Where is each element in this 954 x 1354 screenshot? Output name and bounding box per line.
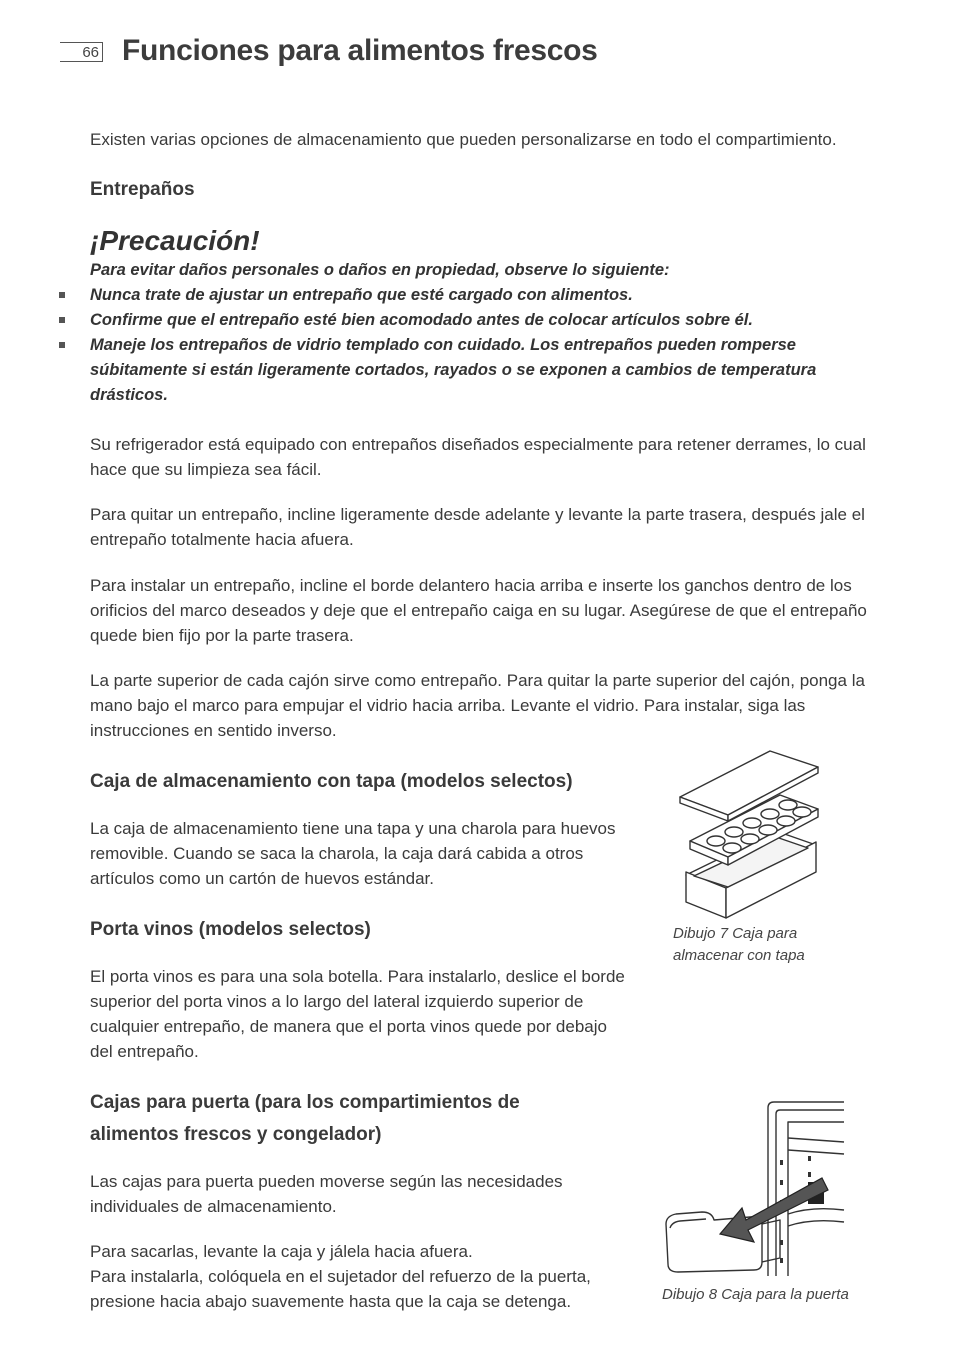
wine-rack-text: El porta vinos es para una sola botella. Para instalarlo, deslice el borde superior del porta vinos a lo largo del lateral izquierdo superior de cualquier entrepaño, de manera que el porta vinos quede por debajo del entrepaño. xyxy=(90,967,625,1061)
shelves-paragraph: Para quitar un entrepaño, incline ligeramente desde adelante y levante la parte trasera, después jale el entrepaño totalmente hacia afuera. xyxy=(90,505,865,549)
door-bins-text: Para sacarlas, levante la caja y jálela hacia afuera. xyxy=(90,1242,473,1261)
caution-lead: Para evitar daños personales o daños en propiedad, observe lo siguiente: xyxy=(90,261,670,279)
shelves-paragraph: La parte superior de cada cajón sirve como entrepaño. Para quitar la parte superior del cajón, ponga la mano bajo el marco para empujar el vidrio hacia arriba. Levante el vidrio. Para instalar, siga las instrucciones en sentido inverso. xyxy=(90,671,865,740)
storage-bin-text: La caja de almacenamiento tiene una tapa y una charola para huevos removible. Cuando se saca la charola, la caja dará cabida a otros artículos como un cartón de huevos estándar. xyxy=(90,819,616,888)
page-number: 66 xyxy=(60,42,103,62)
page-title: Funciones para alimentos frescos xyxy=(122,34,598,67)
caution-title: ¡Precaución! xyxy=(90,225,260,256)
caution-item: Nunca trate de ajustar un entrepaño que esté cargado con alimentos. xyxy=(90,286,633,304)
shelves-paragraph: Para instalar un entrepaño, incline el borde delantero hacia arriba e inserte los ganchos dentro de los orificios del marco deseados y deje que el entrepaño caiga en su lugar. Asegúrese de que el entrepaño quede bien fijo por la parte trasera. xyxy=(90,576,867,645)
bullet-icon xyxy=(59,317,65,323)
wine-rack-heading: Porta vinos (modelos selectos) xyxy=(90,919,371,940)
caution-item: Confirme que el entrepaño esté bien acomodado antes de colocar artículos sobre él. xyxy=(90,311,753,329)
shelves-heading: Entrepaños xyxy=(90,179,195,200)
door-bins-text: Para instalarla, colóquela en el sujetador del refuerzo de la puerta, presione hacia abajo suavemente hasta que la caja se detenga. xyxy=(90,1267,591,1311)
storage-box-illustration xyxy=(672,745,824,920)
shelves-paragraph: Su refrigerador está equipado con entrepaños diseñados especialmente para retener derrames, lo cual hace que su limpieza sea fácil. xyxy=(90,435,866,479)
caution-item: Maneje los entrepaños de vidrio templado con cuidado. Los entrepaños pueden romperse súbitamente si están ligeramente cortados, rayados o se exponen a cambios de temperatura drásticos. xyxy=(90,336,817,404)
door-bin-illustration xyxy=(662,1098,848,1278)
bullet-icon xyxy=(59,342,65,348)
door-bins-text: Las cajas para puerta pueden moverse según las necesidades individuales de almacenamiento. xyxy=(90,1172,563,1216)
figure-7-caption: Dibujo 7 Caja para almacenar con tapa xyxy=(673,925,805,964)
storage-bin-heading: Caja de almacenamiento con tapa (modelos selectos) xyxy=(90,771,573,792)
bullet-icon xyxy=(59,292,65,298)
figure-8-caption: Dibujo 8 Caja para la puerta xyxy=(662,1286,849,1303)
intro-text: Existen varias opciones de almacenamiento que pueden personalizarse en todo el compartimiento. xyxy=(90,130,837,149)
door-bins-heading: Cajas para puerta (para los compartimientos de alimentos frescos y congelador) xyxy=(90,1092,520,1145)
